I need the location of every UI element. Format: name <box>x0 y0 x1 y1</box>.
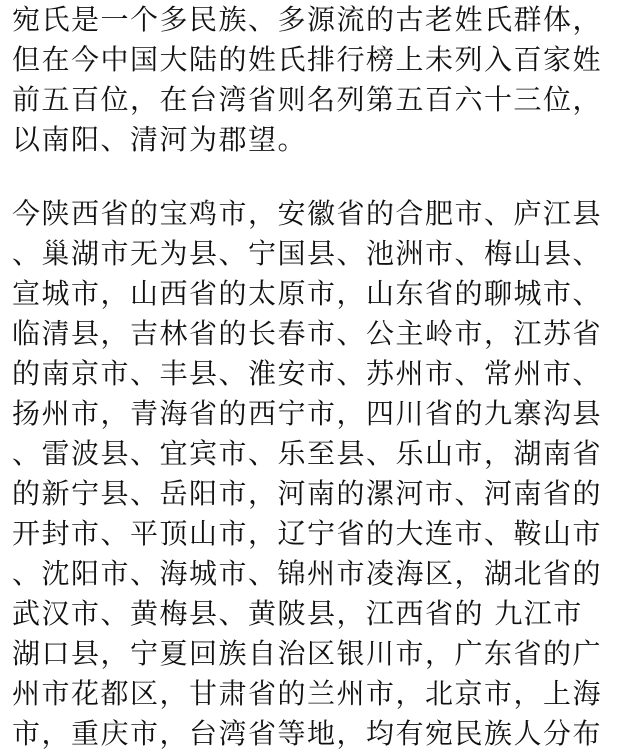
text-line: 、沈阳市、海城市、锦州市凌海区，湖北省的 <box>12 557 603 590</box>
text-line: 武汉市、黄梅县、黄陂县，江西省的 九江市 <box>12 597 583 630</box>
paragraph-surname-origin <box>12 0 632 160</box>
text-line: 扬州市，青海省的西宁市，四川省的九寨沟县 <box>12 397 603 430</box>
text-line: 临清县，吉林省的长春市、公主岭市，江苏省 <box>12 317 603 350</box>
text-line: 州市花都区，甘肃省的兰州市，北京市，上海 <box>12 677 603 710</box>
text-line: 宛氏是一个多民族、多源流的古老姓氏群体， <box>12 3 603 36</box>
text-line: 、雷波县、宜宾市、乐至县、乐山市，湖南省 <box>12 437 603 470</box>
text-line: 今陕西省的宝鸡市，安徽省的合肥市、庐江县 <box>12 197 603 230</box>
text-line: 湖口县，宁夏回族自治区银川市，广东省的广 <box>12 637 603 670</box>
text-line: 开封市、平顶山市，辽宁省的大连市、鞍山市 <box>12 517 603 550</box>
text-line: 的南京市、丰县、淮安市、苏州市、常州市、 <box>12 357 603 390</box>
text-line: 、巢湖市无为县、宁国县、池洲市、梅山县、 <box>12 237 603 270</box>
text-line: 市，重庆市，台湾省等地，均有宛民族人分布 <box>12 717 603 750</box>
text-line: 宣城市，山西省的太原市，山东省的聊城市、 <box>12 277 603 310</box>
text-line: 但在今中国大陆的姓氏排行榜上未列入百家姓 <box>12 43 603 76</box>
text-line: 以南阳、清河为郡望。 <box>12 123 308 156</box>
paragraph-distribution <box>12 194 632 754</box>
text-line: 前五百位，在台湾省则名列第五百六十三位， <box>12 83 603 116</box>
text-line: 的新宁县、岳阳市，河南的漯河市、河南省的 <box>12 477 603 510</box>
